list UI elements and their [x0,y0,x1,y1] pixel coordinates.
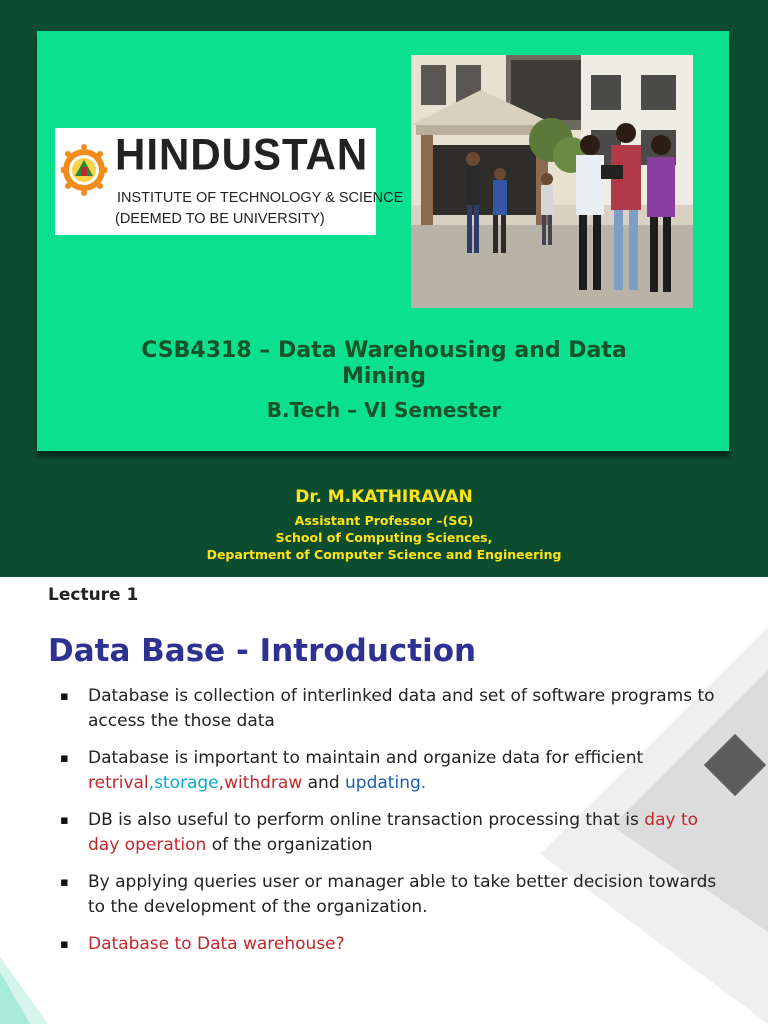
bullet-icon: ▪ [60,751,69,766]
highlight-updating: updating [345,773,421,793]
highlight-storage: storage [154,773,219,793]
highlight-retrival: retrival [88,773,149,793]
bullet-icon: ▪ [60,813,69,828]
logo-name: HINDUSTAN [115,129,369,180]
logo-deemed: (DEEMED TO BE UNIVERSITY) [115,211,325,227]
logo-subtitle: INSTITUTE OF TECHNOLOGY & SCIENCE [117,190,404,206]
bullet-list [58,684,718,969]
author-name: Dr. M.KATHIRAVAN [295,487,473,507]
list-item: ▪ Database is important to maintain and organize data for efficient retrival,storage,withdraw and updating. [60,748,644,793]
content-slide [0,577,768,1024]
campus-photo [411,55,693,308]
highlight-day-to-day: day to day operation [88,810,699,855]
list-item: ▪ DB is also useful to perform online transaction processing that is day to day operation of the organization [60,810,699,855]
list-item: ▪ Database is collection of interlinked data and set of software programs to access the those data [60,686,715,731]
bullet-icon: ▪ [60,689,69,704]
highlight-withdraw: withdraw [224,773,303,793]
lecture-number: Lecture 1 [48,585,139,605]
course-semester: B.Tech – VI Semester [266,398,502,422]
slide-heading: Data Base - Introduction [48,633,477,669]
bullet-icon: ▪ [60,875,69,890]
list-item: ▪ Database to Data warehouse? [58,932,718,957]
author-department: Department of Computer Science and Engineering [206,547,562,562]
course-title: CSB4318 – Data Warehousing and Data Mining [141,338,627,389]
author-designation: Assistant Professor –(SG) [294,513,474,528]
university-logo [55,128,404,235]
bullet-icon: ▪ [60,937,69,952]
author-school: School of Computing Sciences, [275,530,493,545]
university-emblem-icon [61,140,107,206]
list-item: ▪ By applying queries user or manager able to take better decision towards to the development of the organization. [60,872,717,917]
